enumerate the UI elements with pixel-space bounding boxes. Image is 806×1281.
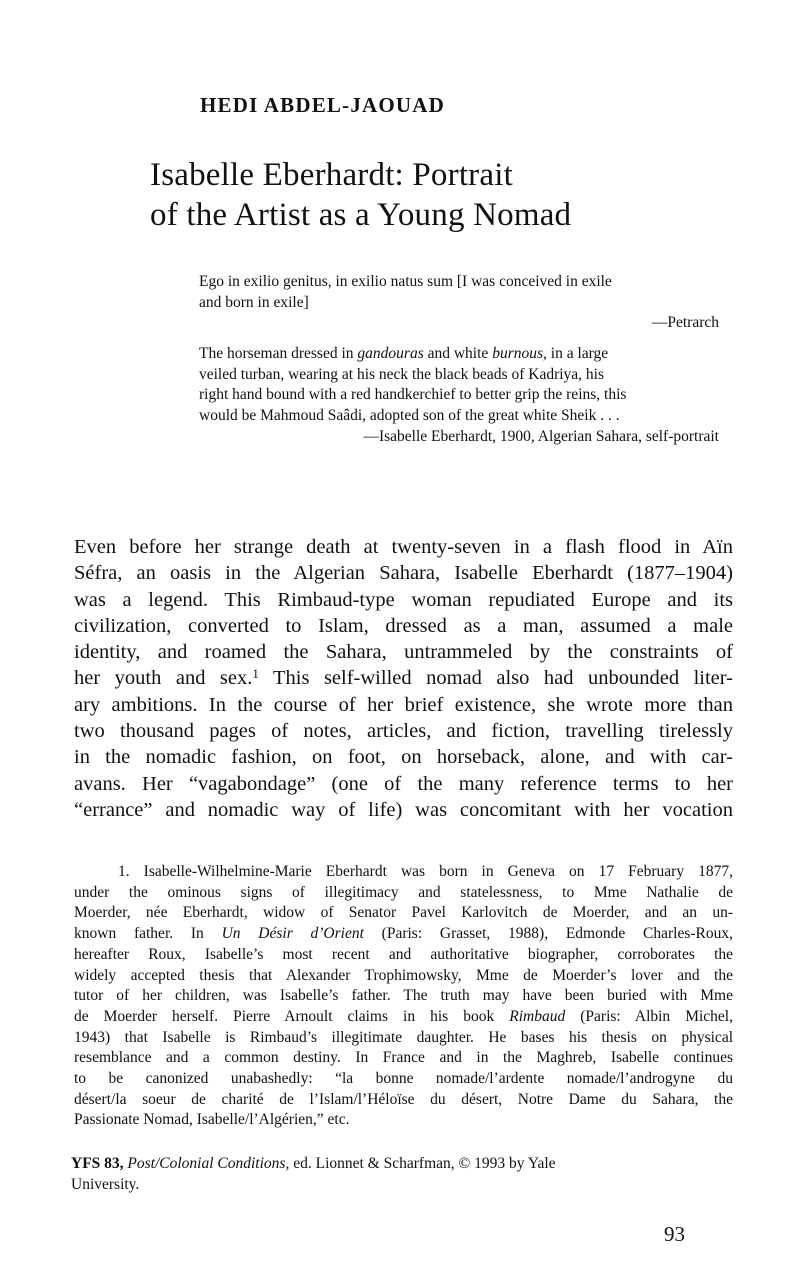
text-segment: her youth and sex. (74, 667, 253, 690)
italic-term: gandouras (357, 345, 424, 362)
body-line: ary ambitions. In the course of her brief existence, she wrote more than (74, 693, 733, 716)
text-segment: This self-willed nomad also had unbounded liter- (258, 667, 733, 690)
epigraph-attribution: —Isabelle Eberhardt, 1900, Algerian Sahara, self-portrait (363, 428, 719, 446)
body-line: identity, and roamed the Sahara, untrammeled by the constraints of (74, 641, 733, 664)
footnote-line: tutor of her children, was Isabelle’s father. The truth may have been buried with Mme (74, 987, 733, 1005)
footnote-line: 1943) that Isabelle is Rimbaud’s illegitimate daughter. He bases his thesis on physical (74, 1028, 733, 1046)
footnote-line (74, 1007, 733, 1028)
issue-title: Post/Colonial Conditions, (127, 1155, 290, 1172)
body-line (74, 665, 733, 691)
footnote-line: désert/la soeur de charité de l’Islam/l’Héloïse du désert, Notre Dame du Sahara, the (74, 1090, 733, 1108)
author-name: HEDI ABDEL-JAOUAD (200, 93, 446, 117)
epigraph-petrarch (199, 272, 719, 334)
body-line: avans. Her “vagabondage” (one of the many reference terms to her (74, 772, 733, 795)
footnote-line: widely accepted thesis that Alexander Trophimowsky, Mme de Moerder’s lover and the (74, 966, 733, 984)
body-line: Séfra, an oasis in the Algerian Sahara, Isabelle Eberhardt (1877–1904) (74, 562, 733, 585)
text-segment: (Paris: Grasset, 1988), Edmonde Charles-Roux, (363, 925, 733, 943)
text-segment: The horseman dressed in (199, 345, 358, 362)
body-line: in the nomadic fashion, on foot, on horseback, alone, and with car- (74, 746, 733, 769)
footnote-line (74, 924, 733, 945)
italic-term: burnous, (492, 345, 547, 362)
footnote-line: Passionate Nomad, Isabelle/l’Algérien,” etc. (74, 1111, 350, 1129)
text-segment: de Moerder herself. Pierre Arnoult claims in his book (74, 1007, 510, 1025)
footnote-marker: 1 (252, 666, 259, 682)
footnote-line: under the ominous signs of illegitimacy and statelessness, to Mme Nathalie de (74, 883, 733, 901)
epigraph-attribution: —Petrarch (651, 314, 719, 332)
publication-line (71, 1154, 711, 1175)
footnote-1 (74, 862, 733, 1131)
text-segment: in a large (546, 345, 609, 362)
text-segment: (Paris: Albin Michel, (565, 1007, 733, 1025)
italic-title: Un Désir d’Orient (221, 925, 364, 943)
title-line: Isabelle Eberhardt: Portrait (150, 157, 513, 193)
article-title (150, 155, 571, 235)
epigraph-line: would be Mahmoud Saâdi, adopted son of the great white Sheik . . . (199, 406, 620, 424)
footnote-line: hereafter Roux, Isabelle’s most recent and authoritative biographer, corroborates the (74, 945, 733, 963)
footnote-line: Moerder, née Eberhardt, widow of Senator Pavel Karlovitch de Moerder, and an un- (74, 904, 733, 922)
body-line: civilization, converted to Islam, dressed as a man, assumed a male (74, 614, 733, 637)
publication-line: University. (71, 1175, 140, 1193)
journal-issue: YFS 83, (71, 1155, 124, 1172)
page-number: 93 (664, 1222, 685, 1246)
epigraph-line (199, 344, 719, 365)
epigraph-line: and born in exile] (199, 293, 309, 311)
publication-info (71, 1154, 711, 1195)
epigraph-line: Ego in exilio genitus, in exilio natus sum [I was conceived in exile (199, 273, 612, 290)
body-paragraph (74, 534, 733, 823)
epigraph-line: veiled turban, wearing at his neck the black beads of Kadriya, his (199, 365, 605, 383)
text-segment: and white (423, 345, 493, 362)
body-line: Even before her strange death at twenty-seven in a flash flood in Aïn (74, 536, 733, 558)
text-segment: known father. In (74, 925, 222, 943)
epigraph-eberhardt (199, 344, 719, 448)
body-line: was a legend. This Rimbaud-type woman repudiated Europe and its (74, 588, 733, 611)
body-line: two thousand pages of notes, articles, and fiction, travelling tirelessly (74, 720, 733, 743)
title-line: of the Artist as a Young Nomad (150, 197, 572, 233)
text-segment: ed. Lionnet & Scharfman, © 1993 by Yale (289, 1155, 556, 1172)
footnote-line: resemblance and a common destiny. In France and in the Maghreb, Isabelle continues (74, 1049, 733, 1067)
italic-title: Rimbaud (509, 1007, 566, 1025)
footnote-line: to be canonized unabashedly: “la bonne nomade/l’ardente nomade/l’androgyne du (74, 1070, 733, 1088)
epigraph-line: right hand bound with a red handkerchief to better grip the reins, this (199, 386, 627, 404)
body-line: “errance” and nomadic way of life) was concomitant with her vocation (74, 798, 733, 821)
footnote-line: 1. Isabelle-Wilhelmine-Marie Eberhardt was born in Geneva on 17 February 1877, (118, 863, 733, 880)
